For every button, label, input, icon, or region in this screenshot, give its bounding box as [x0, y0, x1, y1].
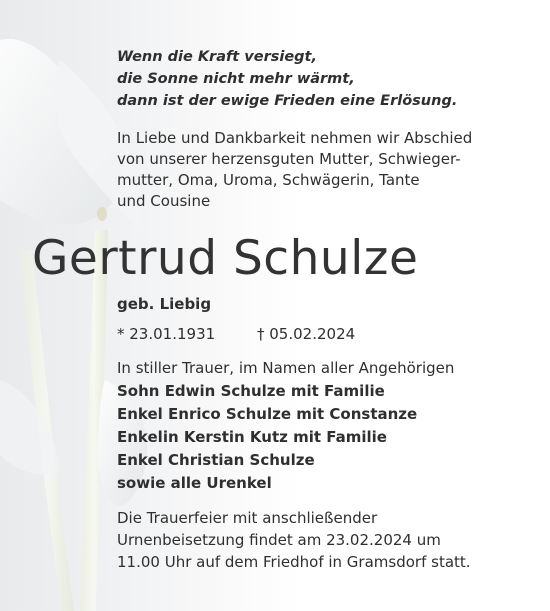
service-line: Die Trauerfeier mit anschließender [117, 509, 378, 527]
intro-line: und Cousine [117, 192, 211, 210]
mourner-name: sowie alle Urenkel [117, 474, 272, 492]
maiden-name: geb. Liebig [117, 295, 212, 313]
poem-line: die Sonne nicht mehr wärmt, [117, 71, 355, 87]
mourner-name: Enkelin Kerstin Kutz mit Familie [117, 428, 387, 446]
death-date: † 05.02.2024 [257, 325, 356, 343]
service-line: 11.00 Uhr auf dem Friedhof in Gramsdorf statt. [117, 553, 471, 571]
poem-line: dann ist der ewige Frieden eine Erlösung. [117, 93, 458, 109]
intro-line: von unserer herzensguten Mutter, Schwieger- [117, 150, 461, 168]
funeral-service-info [117, 507, 542, 573]
birth-date: * 23.01.1931 [117, 325, 216, 343]
mourners-lead: In stiller Trauer, im Namen aller Angehörigen [117, 359, 455, 377]
poem-verse [117, 46, 542, 112]
life-dates [117, 325, 542, 343]
service-line: Urnenbeisetzung findet am 23.02.2024 um [117, 531, 441, 549]
poem-line: Wenn die Kraft versiegt, [117, 49, 317, 65]
mourners-list [117, 357, 542, 495]
mourner-name: Sohn Edwin Schulze mit Familie [117, 382, 385, 400]
intro-line: In Liebe und Dankbarkeit nehmen wir Abschied [117, 129, 473, 147]
farewell-intro [117, 128, 542, 212]
deceased-name: Gertrud Schulze [32, 231, 419, 286]
intro-line: mutter, Oma, Uroma, Schwägerin, Tante [117, 171, 420, 189]
mourner-name: Enkel Christian Schulze [117, 451, 315, 469]
mourner-name: Enkel Enrico Schulze mit Constanze [117, 405, 418, 423]
